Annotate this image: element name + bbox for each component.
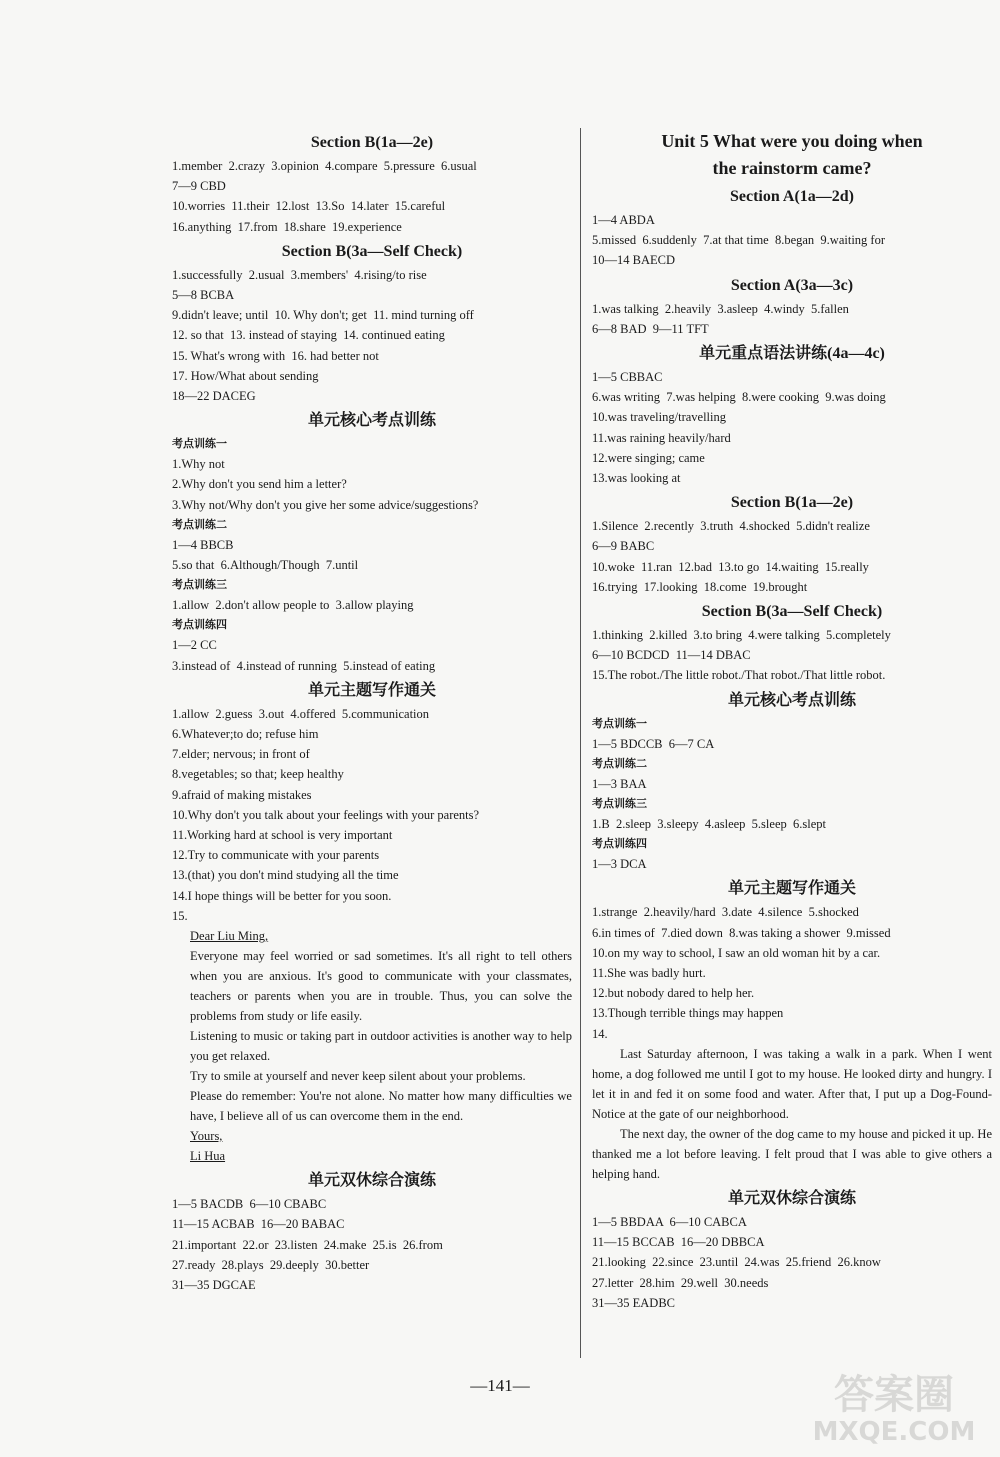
answer-line: 1—3 BAA xyxy=(592,776,647,791)
letter-paragraph: Yours, xyxy=(190,1129,223,1144)
watermark-logo: 答案圈 xyxy=(834,1372,954,1418)
answer-line: 5.so that 6.Although/Though 7.until xyxy=(172,558,359,573)
answer-line: 14.I hope things will be better for you soon. xyxy=(172,888,392,903)
section-heading: 单元核心考点训练 xyxy=(307,412,436,430)
answer-line: 1.thinking 2.killed 3.to bring 4.were talking 5.completely xyxy=(592,628,891,643)
watermark-url: MXQE.COM xyxy=(812,1417,976,1447)
answer-line: 11.She was badly hurt. xyxy=(592,966,706,981)
letter-paragraph: Please do remember: You're not alone. No matter how many difficulties we have, I believe all of us can overcome them in the end. xyxy=(190,1089,572,1124)
answer-line: 6—10 BCDCD 11—14 DBAC xyxy=(592,648,751,663)
section-heading: 单元重点语法讲练(4a—4c) xyxy=(699,345,885,363)
column-divider xyxy=(580,128,581,1358)
answer-line: 21.important 22.or 23.listen 24.make 25.is 26.from xyxy=(172,1237,443,1252)
answer-line: 18—22 DACEG xyxy=(172,389,256,404)
subsection-label: 考点训练三 xyxy=(592,797,647,811)
answer-line: 1—4 ABDA xyxy=(592,213,655,227)
letter-paragraph: Dear Liu Ming, xyxy=(190,929,269,944)
answer-line: 16.trying 17.looking 18.come 19.brought xyxy=(592,579,808,594)
answer-line: 31—35 EADBC xyxy=(592,1295,675,1310)
answer-line: 1.member 2.crazy 3.opinion 4.compare 5.pressure 6.usual xyxy=(172,159,477,173)
answer-line: 10.Why don't you talk about your feelings with your parents? xyxy=(172,807,480,822)
answer-line: 3.instead of 4.instead of running 5.instead of eating xyxy=(172,658,436,673)
answer-line: 11.was raining heavily/hard xyxy=(592,430,731,445)
answer-line: 3.Why not/Why don't you give her some advice/suggestions? xyxy=(172,497,479,512)
answer-line: 1.was talking 2.heavily 3.asleep 4.windy 5.fallen xyxy=(592,301,849,316)
answer-line: 15.The robot./The little robot./That robot./That little robot. xyxy=(592,668,886,683)
watermark xyxy=(794,1373,994,1453)
answer-line: 1—5 CBBAC xyxy=(592,370,663,385)
answer-line: 1.strange 2.heavily/hard 3.date 4.silence 5.shocked xyxy=(592,905,859,920)
answer-line: 6—9 BABC xyxy=(592,539,655,554)
answer-line: 1—2 CC xyxy=(172,638,217,653)
answer-line: 2.Why don't you send him a letter? xyxy=(172,477,347,492)
answer-line: 21.looking 22.since 23.until 24.was 25.friend 26.know xyxy=(592,1255,881,1270)
section-heading: Section B(1a—2e) xyxy=(730,494,854,512)
answer-line: 6—8 BAD 9—11 TFT xyxy=(592,321,709,336)
subsection-label: 考点训练三 xyxy=(172,578,227,592)
answer-line: 1.allow 2.guess 3.out 4.offered 5.communication xyxy=(172,706,430,721)
answer-line: 12.were singing; came xyxy=(592,450,705,465)
answer-line: 13.was looking at xyxy=(592,471,681,486)
answer-line: 1.allow 2.don't allow people to 3.allow playing xyxy=(172,598,414,613)
subsection-label: 考点训练一 xyxy=(592,716,647,730)
answer-line: 10.was traveling/travelling xyxy=(592,410,726,425)
section-heading: Section A(1a—2d) xyxy=(730,188,854,205)
subsection-label: 考点训练一 xyxy=(172,437,227,451)
answer-line: 12.but nobody dared to help her. xyxy=(592,986,755,1001)
section-heading: Section B(1a—2e) xyxy=(310,134,434,151)
answer-line: 1—5 BACDB 6—10 CBABC xyxy=(172,1197,327,1212)
answer-line: 12. so that 13. instead of staying 14. continued eating xyxy=(172,328,445,343)
answer-line: 31—35 DGCAE xyxy=(172,1277,256,1292)
answer-line: 6.Whatever;to do; refuse him xyxy=(172,727,319,742)
answer-line: 1.successfully 2.usual 3.members' 4.rising/to rise xyxy=(172,267,427,282)
answer-line: 6.was writing 7.was helping 8.were cooking 9.was doing xyxy=(592,390,886,405)
section-heading: 单元核心考点训练 xyxy=(727,691,856,709)
section-heading: Section B(3a—Self Check) xyxy=(701,603,883,621)
answer-line: 7.elder; nervous; in front of xyxy=(172,747,310,762)
answer-line: 9.afraid of making mistakes xyxy=(172,787,312,802)
unit-title: Unit 5 What were you doing when xyxy=(661,131,923,151)
section-heading: Section B(3a—Self Check) xyxy=(281,242,463,260)
subsection-label: 考点训练四 xyxy=(592,837,647,851)
answer-line: 10—14 BAECD xyxy=(592,253,675,268)
subsection-label: 考点训练四 xyxy=(172,618,227,632)
section-heading: Section A(3a—3c) xyxy=(730,276,854,294)
essay-paragraph: The next day, the owner of the dog came to my house and picked it up. He thanked me a lot before leaving. I felt proud that I was able to give others a helping hand. xyxy=(592,1126,992,1181)
subsection-label: 考点训练二 xyxy=(172,517,227,531)
answer-line: 1—3 DCA xyxy=(592,857,647,872)
answer-line: 10.worries 11.their 12.lost 13.So 14.later 15.careful xyxy=(172,199,446,214)
answer-line: 15. What's wrong with 16. had better not xyxy=(172,348,379,363)
answer-line: 1—5 BBDAA 6—10 CABCA xyxy=(592,1214,747,1229)
page-number: —141— xyxy=(470,1376,530,1395)
answer-line: 1.B 2.sleep 3.sleepy 4.asleep 5.sleep 6.slept xyxy=(592,817,826,832)
answer-line: 10.woke 11.ran 12.bad 13.to go 14.waiting 15.really xyxy=(592,559,869,574)
answer-line: 1.Silence 2.recently 3.truth 4.shocked 5.didn't realize xyxy=(592,519,870,534)
answer-line: 11.Working hard at school is very important xyxy=(172,828,393,843)
answer-line: 12.Try to communicate with your parents xyxy=(172,848,380,863)
answer-line: 9.didn't leave; until 10. Why don't; get 11. mind turning off xyxy=(172,308,474,323)
right-column xyxy=(592,128,992,1313)
section-heading: 单元双休综合演练 xyxy=(727,1189,856,1207)
section-heading: 单元主题写作通关 xyxy=(727,880,856,898)
answer-line: 5—8 BCBA xyxy=(172,288,235,303)
subsection-label: 考点训练二 xyxy=(592,756,647,770)
section-heading: 单元主题写作通关 xyxy=(307,681,436,699)
answer-line: 1.Why not xyxy=(172,457,225,472)
answer-line: 14. xyxy=(592,1026,608,1041)
answer-line: 1—5 BDCCB 6—7 CA xyxy=(592,736,715,751)
answer-line: 27.ready 28.plays 29.deeply 30.better xyxy=(172,1257,370,1272)
answer-line: 6.in times of 7.died down 8.was taking a shower 9.missed xyxy=(592,925,891,940)
answer-line: 17. How/What about sending xyxy=(172,368,319,383)
answer-line: 27.letter 28.him 29.well 30.needs xyxy=(592,1275,769,1290)
answer-line: 5.missed 6.suddenly 7.at that time 8.began 9.waiting for xyxy=(592,233,886,248)
unit-title: the rainstorm came? xyxy=(712,158,872,178)
answer-line: 1—4 BBCB xyxy=(172,537,234,552)
answer-line: 15. xyxy=(172,908,188,923)
left-column xyxy=(172,128,572,1295)
answer-line: 13.(that) you don't mind studying all the time xyxy=(172,868,399,883)
answer-line: 11—15 ACBAB 16—20 BABAC xyxy=(172,1217,345,1232)
letter-paragraph: Li Hua xyxy=(190,1149,226,1164)
letter-paragraph: Try to smile at yourself and never keep silent about your problems. xyxy=(190,1069,526,1084)
answer-line: 13.Though terrible things may happen xyxy=(592,1006,784,1021)
answer-line: 7—9 CBD xyxy=(172,179,226,194)
answer-line: 10.on my way to school, I saw an old woman hit by a car. xyxy=(592,945,881,960)
letter-paragraph: Listening to music or taking part in outdoor activities is another way to help you get relaxed. xyxy=(190,1029,572,1064)
answer-line: 16.anything 17.from 18.share 19.experience xyxy=(172,219,402,234)
answer-line: 8.vegetables; so that; keep healthy xyxy=(172,767,344,782)
letter-paragraph: Everyone may feel worried or sad sometimes. It's all right to tell others when you are anxious. It's good to communicate with your classmates, teachers or parents when you are in trouble. Thus, you can solve the problems from study or life easily. xyxy=(190,949,572,1024)
answer-line: 11—15 BCCAB 16—20 DBBCA xyxy=(592,1235,765,1250)
essay-paragraph: Last Saturday afternoon, I was taking a walk in a park. When I went home, a dog followed me until I got to my house. He looked dirty and hungry. I let it in and fed it on some food and water. After that, I put up a Dog-Found-Notice at the gate of our neighborhood. xyxy=(592,1046,992,1121)
section-heading: 单元双休综合演练 xyxy=(307,1172,436,1190)
